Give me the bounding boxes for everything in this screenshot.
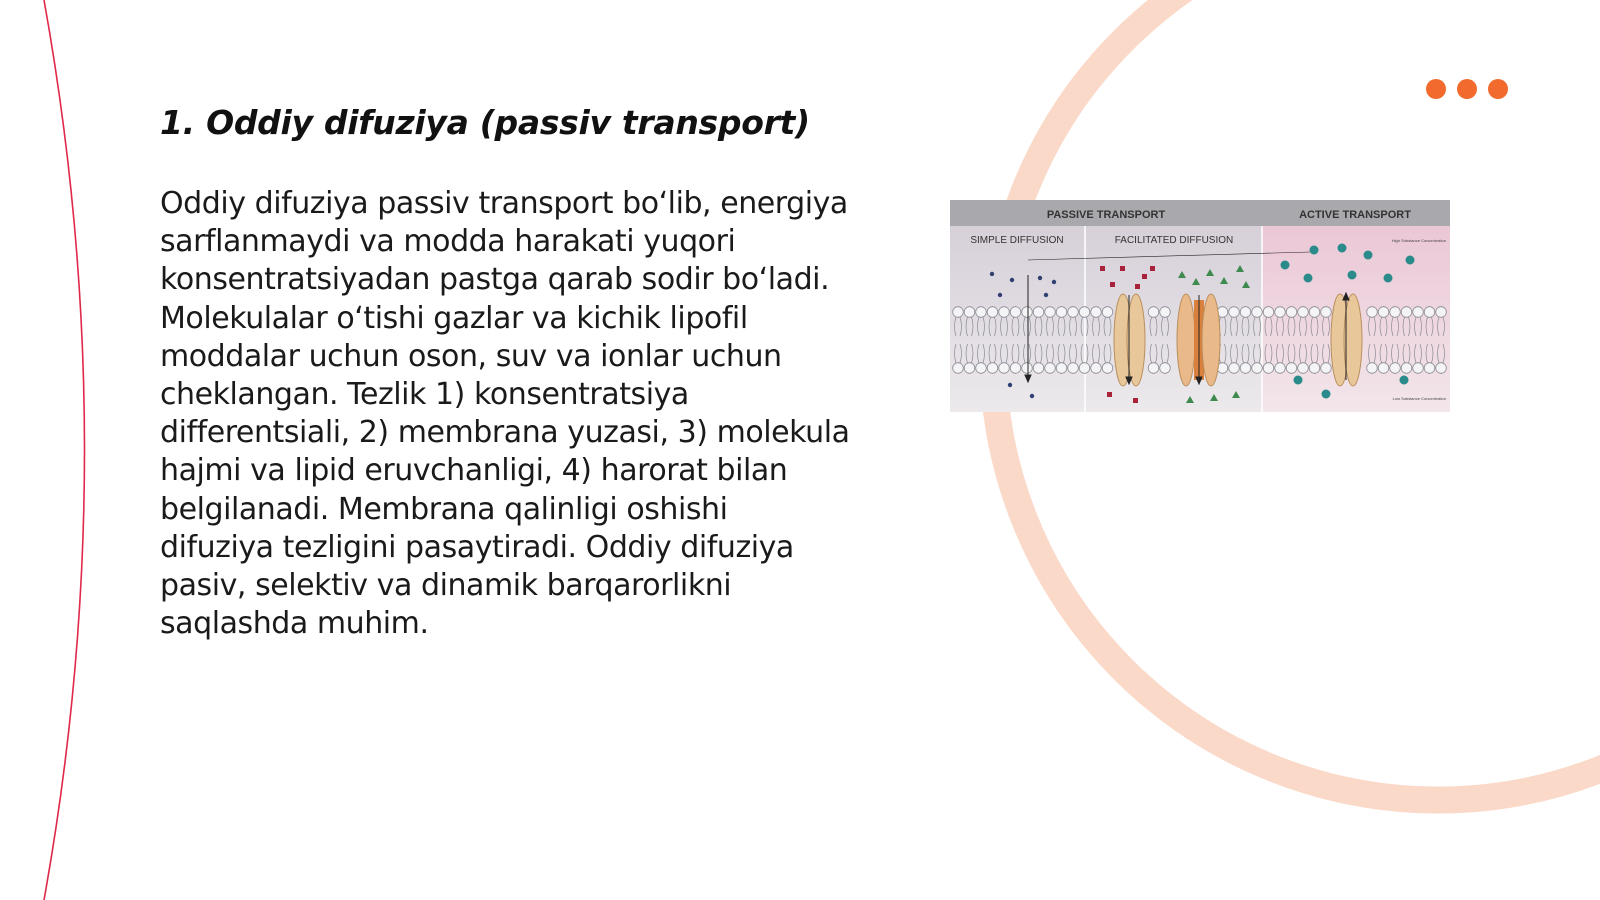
slide-body-text: Oddiy difuziya passiv transport bo‘lib, energiya sarflanmaydi va modda harakati yuqori konsentratsiyadan pastga qarab sodir bo‘ladi. Molekulalar o‘tishi gazlar va kichik lipofil moddalar uchun oson, suv va ionlar uchun cheklangan. Tezlik 1) konsentratsiya differentsiali, 2) membrana yuzasi, 3) molekula hajmi va lipid eruvchanligi, 4) harorat bilan belgilanadi. Membrana qalinligi oshishi difuziya tezligini pasaytiradi. Oddiy difuziya pasiv, selektiv va dinamik barqarorlikni saqlashda muhim. — [160, 186, 850, 642]
left-curve-line — [44, 0, 85, 900]
slide-dots — [1426, 79, 1508, 99]
dot-1 — [1426, 79, 1446, 99]
active-transport-label: ACTIVE TRANSPORT — [1299, 209, 1411, 221]
simple-diffusion-label: SIMPLE DIFFUSION — [970, 235, 1064, 246]
membrane-transport-diagram — [950, 200, 1450, 412]
slide-title: 1. Oddiy difuziya (passiv transport) — [160, 103, 810, 142]
facilitated-diffusion-label: FACILITATED DIFFUSION — [1114, 235, 1234, 246]
passive-transport-label: PASSIVE TRANSPORT — [1046, 209, 1166, 221]
dot-3 — [1488, 79, 1508, 99]
dot-2 — [1457, 79, 1477, 99]
low-concentration-label: Low Substance Concentration — [1392, 396, 1446, 401]
high-concentration-label: High Substance Concentration — [1391, 238, 1446, 243]
